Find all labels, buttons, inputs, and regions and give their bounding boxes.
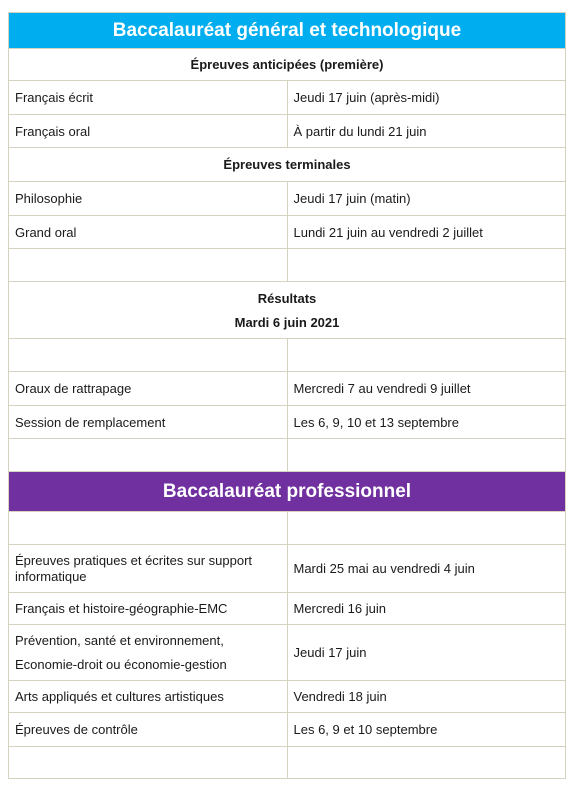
exam-label: Oraux de rattrapage [9,372,288,406]
exam-label: Épreuves de contrôle [9,713,288,747]
empty-cell [287,512,566,545]
table-row [9,115,566,148]
empty-row [9,512,566,545]
general-header-row [9,13,566,49]
table-row [9,625,566,681]
empty-cell [287,439,566,472]
resultats-row [9,282,566,339]
exam-date: Jeudi 17 juin [287,625,566,681]
exam-date: Les 6, 9, 10 et 13 septembre [287,406,566,439]
terminales-heading: Épreuves terminales [9,148,566,182]
empty-cell [9,439,288,472]
exam-label: Philosophie [9,182,288,216]
empty-cell [287,249,566,282]
empty-cell [287,339,566,372]
anticipees-heading-row [9,49,566,81]
empty-row [9,249,566,282]
exam-date: Les 6, 9 et 10 septembre [287,713,566,747]
table-row [9,216,566,249]
exam-label: Français et histoire-géographie-EMC [9,593,288,625]
pro-header-row [9,472,566,512]
exam-label: Français oral [9,115,288,148]
empty-cell [9,339,288,372]
exam-date: Jeudi 17 juin (matin) [287,182,566,216]
resultats-label: Résultats [257,291,317,306]
empty-row [9,339,566,372]
exam-label [9,625,288,681]
empty-cell [9,249,288,282]
table-row [9,406,566,439]
pro-title: Baccalauréat professionnel [9,472,566,512]
exam-date: Vendredi 18 juin [287,681,566,713]
exam-date: Mardi 25 mai au vendredi 4 juin [287,545,566,593]
table-row [9,545,566,593]
empty-row [9,439,566,472]
resultats-cell [9,282,566,339]
exam-date: À partir du lundi 21 juin [287,115,566,148]
exam-label-line: Economie-droit ou économie-gestion [15,656,227,672]
empty-cell [287,747,566,779]
general-title: Baccalauréat général et technologique [9,13,566,49]
table-row [9,182,566,216]
exam-label: Grand oral [9,216,288,249]
table-row [9,681,566,713]
table-row [9,593,566,625]
exam-label: Arts appliqués et cultures artistiques [9,681,288,713]
exam-date: Mercredi 16 juin [287,593,566,625]
empty-cell [9,747,288,779]
table-row [9,713,566,747]
exam-date: Mercredi 7 au vendredi 9 juillet [287,372,566,406]
table-row [9,372,566,406]
table-row [9,81,566,115]
anticipees-heading: Épreuves anticipées (première) [9,49,566,81]
exam-label: Session de remplacement [9,406,288,439]
exam-label: Épreuves pratiques et écrites sur support informatique [9,545,288,593]
exam-label: Français écrit [9,81,288,115]
empty-cell [9,512,288,545]
terminales-heading-row [9,148,566,182]
exam-date: Lundi 21 juin au vendredi 2 juillet [287,216,566,249]
empty-row [9,747,566,779]
exam-label-line: Prévention, santé et environnement, [15,632,224,648]
exam-schedule-table [8,12,566,779]
resultats-date: Mardi 6 juin 2021 [234,315,340,330]
exam-date: Jeudi 17 juin (après-midi) [287,81,566,115]
